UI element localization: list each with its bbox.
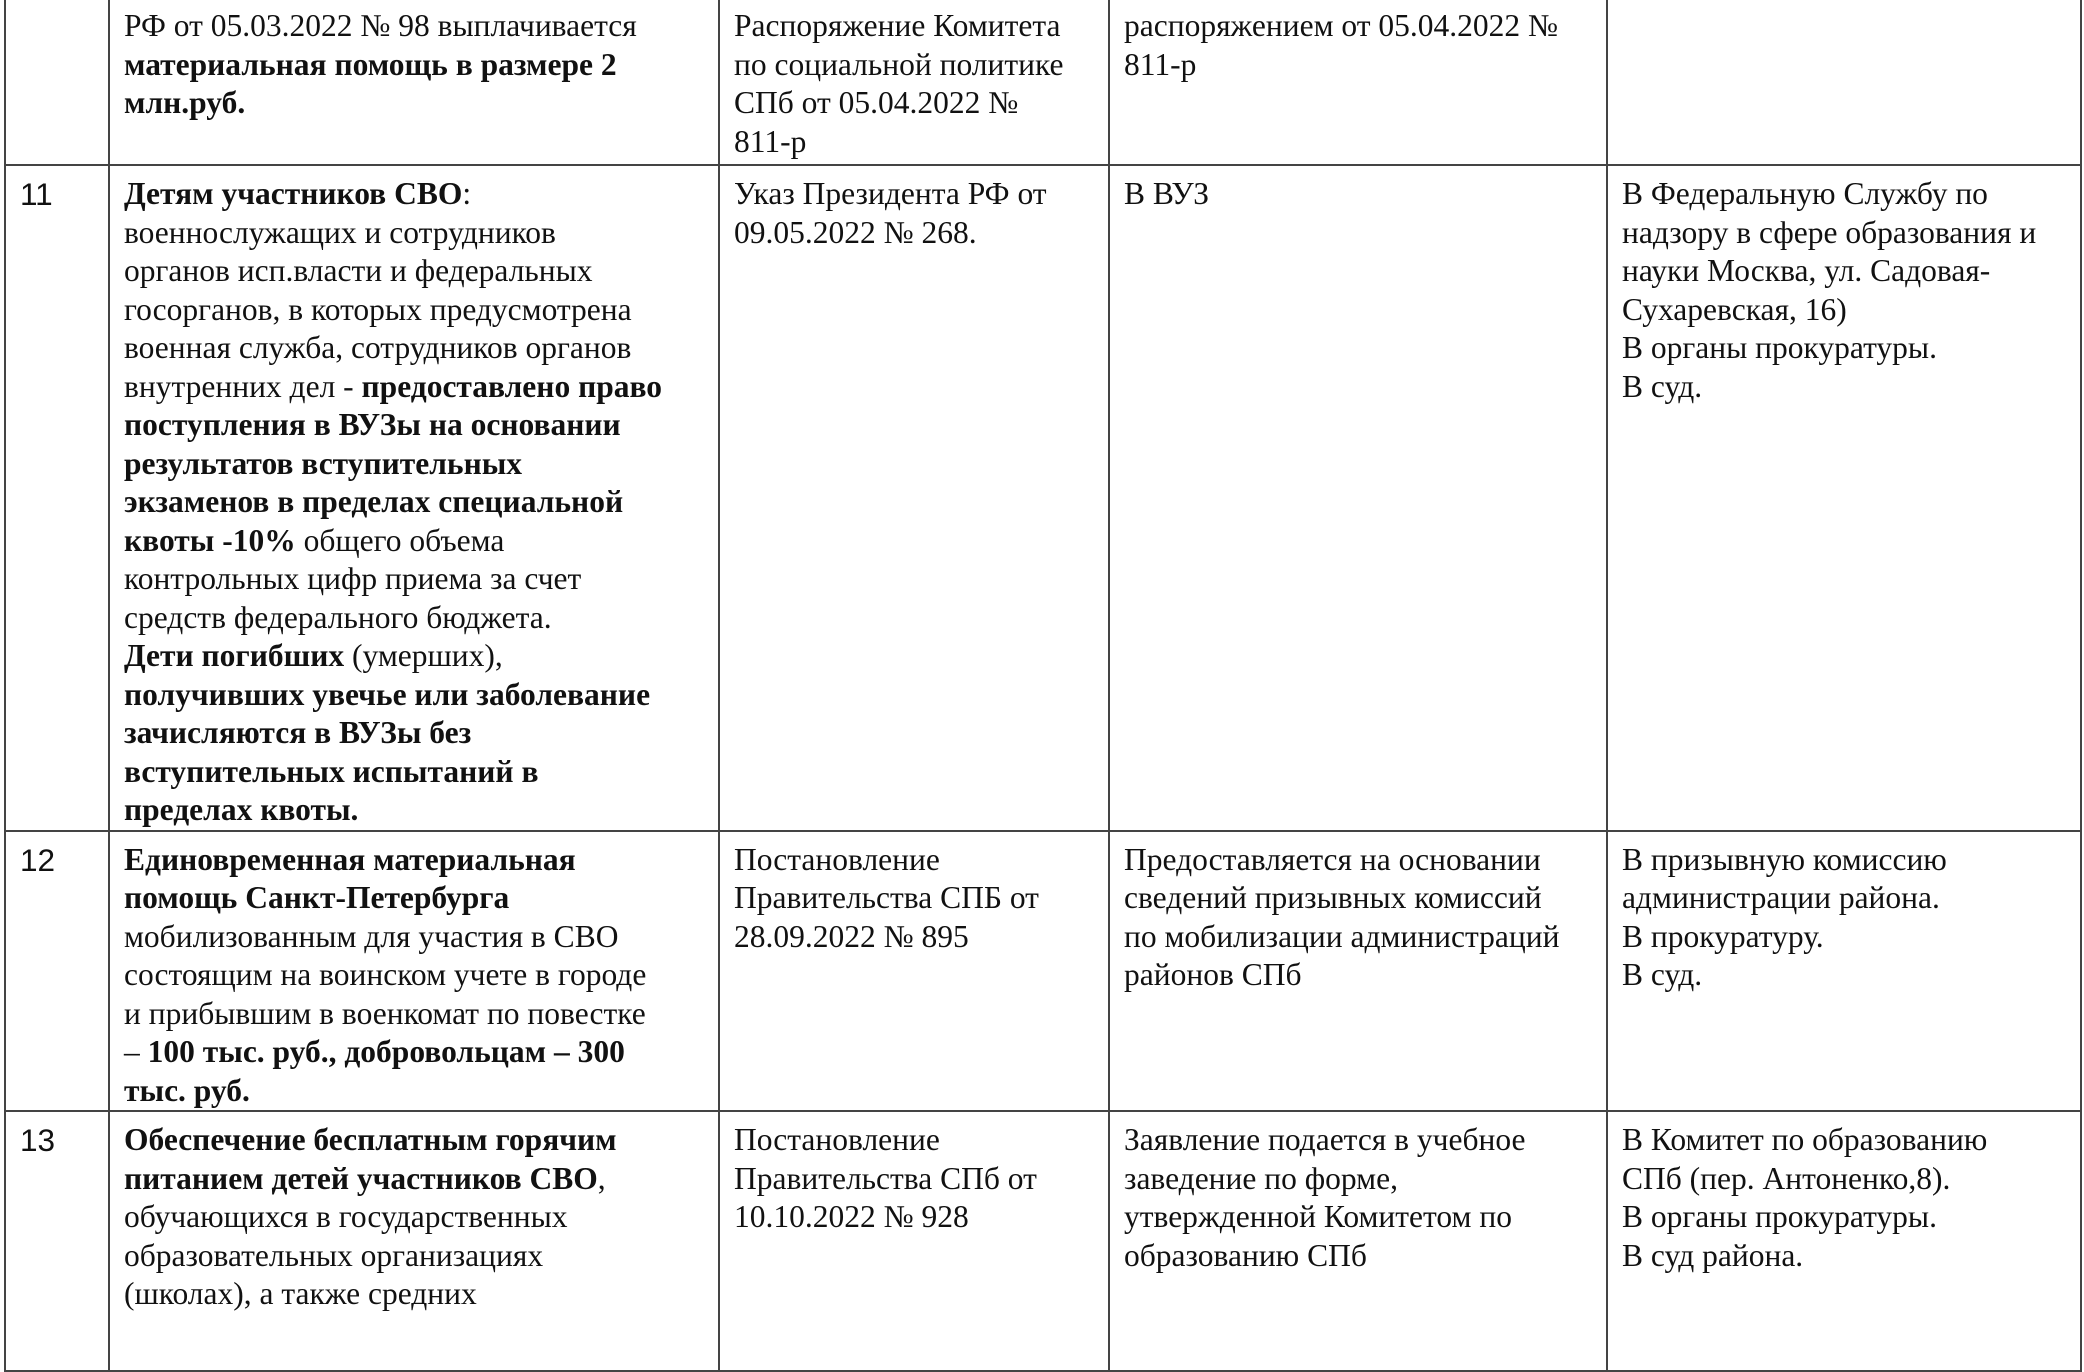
text-line [124, 1198, 706, 1237]
plain-text: , [597, 1160, 606, 1196]
text-line: В органы прокуратуры. [1622, 330, 1937, 365]
legal-basis-cell [719, 165, 1109, 831]
text-line [124, 406, 706, 445]
plain-text: средств федерального бюджета. [124, 599, 552, 635]
bold-text: помощь Санкт-Петербурга [124, 880, 510, 915]
text-line [124, 676, 706, 715]
text-line [124, 637, 706, 676]
text-line: 811-р [734, 123, 807, 159]
plain-text: образовательных организациях [124, 1237, 544, 1273]
text-line [124, 1237, 706, 1276]
bold-text: экзаменов в пределах специальной [124, 484, 624, 519]
bold-text: 100 тыс. руб., добровольцам – 300 [147, 1034, 625, 1069]
plain-text: госорганов, в которых предусмотрена [124, 291, 632, 327]
text-line: 10.10.2022 № 928 [734, 1199, 969, 1234]
plain-text: военнослужащих и сотрудников [124, 214, 556, 250]
procedure-cell [1109, 1111, 1607, 1371]
text-line: 28.09.2022 № 895 [734, 918, 969, 954]
text-line: В Комитет по образованию [1622, 1122, 1988, 1157]
text-line [124, 841, 706, 880]
appeal-cell [1607, 831, 2081, 1112]
text-line: Правительства СПб от [734, 1160, 1037, 1196]
plain-text: (школах), а также средних [124, 1276, 477, 1311]
appeal-cell [1607, 1111, 2081, 1371]
legal-basis-cell [719, 0, 1109, 165]
row-number-cell: 11 [5, 165, 109, 831]
text-line: СПб (пер. Антоненко,8). [1622, 1160, 1951, 1196]
text-line: В суд района. [1622, 1237, 1804, 1273]
text-line [124, 368, 706, 407]
table-row [5, 1111, 2081, 1371]
text-line [124, 291, 706, 330]
procedure-cell [1109, 0, 1607, 165]
text-line [124, 445, 706, 484]
table-row [5, 0, 2081, 165]
row-number-cell: 12 [5, 831, 109, 1112]
plain-text: – [124, 1034, 148, 1069]
text-line [124, 1121, 706, 1160]
text-line: СПб от 05.04.2022 № [734, 85, 1019, 120]
text-line: утвержденной Комитетом по [1124, 1199, 1512, 1234]
bold-text: результатов вступительных [124, 445, 523, 481]
bold-text: Единовременная материальная [124, 841, 576, 877]
text-line [124, 175, 706, 214]
legal-basis-cell [719, 831, 1109, 1112]
plain-text: РФ от 05.03.2022 № 98 выплачивается [124, 8, 637, 43]
plain-text: состоящим на воинском учете в городе [124, 957, 647, 992]
text-line [124, 956, 706, 995]
text-line: районов СПб [1124, 957, 1302, 992]
text-line [124, 1033, 706, 1072]
text-line: Указ Президента РФ от [734, 176, 1047, 211]
plain-text: : [462, 176, 472, 211]
text-line: образованию СПб [1124, 1237, 1367, 1273]
bold-text: Детям участников СВО [124, 176, 463, 211]
text-line: заведение по форме, [1124, 1160, 1398, 1196]
bold-text: Дети погибших [124, 638, 345, 673]
text-line [124, 329, 706, 368]
benefits-table [4, 0, 2082, 1372]
text-line: В суд. [1622, 957, 1703, 992]
text-line: 811-р [1124, 46, 1197, 82]
procedure-cell [1109, 831, 1607, 1112]
table-row [5, 165, 2081, 831]
plain-text: (умерших), [344, 638, 503, 673]
text-line: науки Москва, ул. Садовая- [1622, 253, 1991, 288]
text-line: администрации района. [1622, 880, 1940, 915]
plain-text: контрольных цифр приема за счет [124, 561, 582, 596]
row-number-cell: 13 [5, 1111, 109, 1371]
plain-text: и прибывшим в военкомат по повестке [124, 995, 646, 1031]
text-line: Постановление [734, 1122, 940, 1157]
text-line: Распоряжение Комитета [734, 8, 1061, 43]
text-line: по мобилизации администраций [1124, 918, 1560, 954]
text-line: В органы прокуратуры. [1622, 1199, 1937, 1234]
text-line [124, 214, 706, 253]
text-line [124, 46, 706, 85]
text-line [124, 1072, 706, 1111]
plain-text: общего объема [295, 522, 505, 558]
text-line [124, 7, 706, 46]
text-line [124, 599, 706, 638]
description-cell [109, 1111, 719, 1371]
text-line: надзору в сфере образования и [1622, 214, 2037, 250]
text-line [124, 522, 706, 561]
text-line: распоряжением от 05.04.2022 № [1124, 8, 1559, 43]
text-line [124, 560, 706, 599]
procedure-cell [1109, 165, 1607, 831]
table-row [5, 831, 2081, 1112]
text-line: сведений призывных комиссий [1124, 880, 1542, 915]
text-line: В Федеральную Службу по [1622, 176, 1988, 211]
text-line: Постановление [734, 841, 940, 877]
bold-text: вступительных испытаний в [124, 753, 539, 789]
text-line [124, 483, 706, 522]
bold-text: получивших увечье или заболевание [124, 676, 651, 712]
text-line: В призывную комиссию [1622, 841, 1947, 877]
text-line: Сухаревская, 16) [1622, 291, 1847, 327]
bold-text: тыс. руб. [124, 1072, 250, 1108]
text-line [124, 791, 706, 830]
text-line: по социальной политике [734, 46, 1064, 82]
description-cell [109, 831, 719, 1112]
plain-text: мобилизованным для участия в СВО [124, 918, 619, 954]
text-line [124, 84, 706, 123]
appeal-cell [1607, 0, 2081, 165]
text-line: Заявление подается в учебное [1124, 1122, 1526, 1157]
bold-text: млн.руб. [124, 85, 246, 120]
legal-basis-cell [719, 1111, 1109, 1371]
appeal-cell [1607, 165, 2081, 831]
row-number-cell [5, 0, 109, 165]
bold-text: предоставлено право [361, 368, 663, 404]
text-line: В ВУЗ [1124, 176, 1210, 211]
text-line: В суд. [1622, 368, 1703, 404]
plain-text: внутренних дел - [124, 368, 362, 404]
description-cell [109, 0, 719, 165]
text-line: 09.05.2022 № 268. [734, 214, 977, 250]
bold-text: зачисляются в ВУЗы без [124, 715, 472, 750]
text-line [124, 1275, 706, 1314]
text-line [124, 753, 706, 792]
plain-text: обучающихся в государственных [124, 1199, 568, 1234]
bold-text: материальная помощь в размере 2 [124, 46, 617, 82]
text-line [124, 252, 706, 291]
bold-text: поступления в ВУЗы на основании [124, 407, 621, 442]
plain-text: органов исп.власти и федеральных [124, 253, 593, 288]
text-line [124, 1160, 706, 1199]
text-line: В прокуратуру. [1622, 918, 1824, 954]
bold-text: Обеспечение бесплатным горячим [124, 1122, 617, 1157]
text-line [124, 714, 706, 753]
plain-text: военная служба, сотрудников органов [124, 330, 632, 365]
bold-text: квоты -10% [124, 522, 296, 558]
text-line [124, 995, 706, 1034]
bold-text: питанием детей участников СВО [124, 1160, 598, 1196]
text-line [124, 879, 706, 918]
text-line: Предоставляется на основании [1124, 841, 1541, 877]
description-cell [109, 165, 719, 831]
bold-text: пределах квоты. [124, 792, 359, 827]
text-line [124, 918, 706, 957]
text-line: Правительства СПБ от [734, 880, 1039, 915]
